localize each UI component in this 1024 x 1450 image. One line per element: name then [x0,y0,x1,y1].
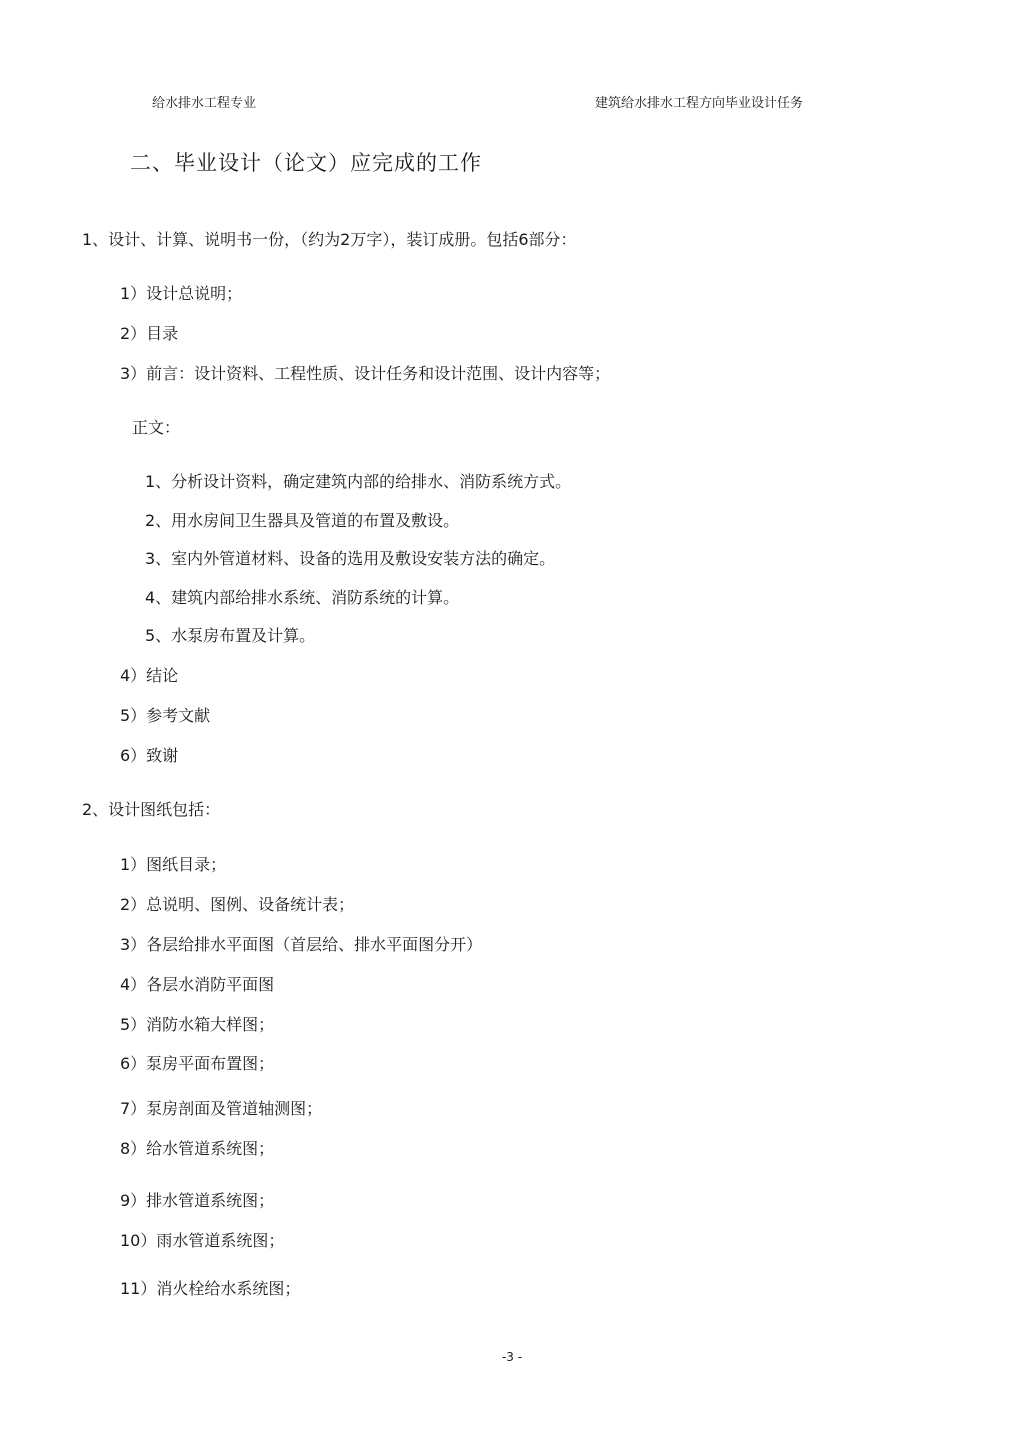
section2-heading: 2、设计图纸包括： [82,800,221,819]
body-item: 1、分析设计资料，确定建筑内部的给排水、消防系统方式。 [145,472,572,491]
list-item: 6）致谢 [120,746,179,765]
body-item: 2、用水房间卫生器具及管道的布置及敷设。 [145,511,460,530]
section1-heading: 1、设计、计算、说明书一份，（约为2万字），装订成册。包括6部分： [82,230,577,249]
body-label: 正文： [132,418,181,437]
list-item: 2）总说明、图例、设备统计表； [120,895,355,914]
list-item: 1）设计总说明； [120,284,243,303]
body-item: 3、室内外管道材料、设备的选用及敷设安装方法的确定。 [145,549,556,568]
list-item: 6）泵房平面布置图； [120,1054,275,1073]
list-item: 5）参考文献 [120,706,211,725]
page-number: -3 - [501,1350,523,1364]
list-item: 2）目录 [120,324,179,343]
list-item: 3）前言：设计资料、工程性质、设计任务和设计范围、设计内容等； [120,364,611,383]
body-item: 5、水泵房布置及计算。 [145,626,316,645]
header-left: 给水排水工程专业 [152,96,257,111]
list-item: 4）结论 [120,666,179,685]
list-item: 11）消火栓给水系统图； [120,1279,301,1298]
list-item: 3）各层给排水平面图（首层给、排水平面图分开） [120,935,483,954]
body-item: 4、建筑内部给排水系统、消防系统的计算。 [145,588,460,607]
list-item: 4）各层水消防平面图 [120,975,275,994]
list-item: 7）泵房剖面及管道轴测图； [120,1099,323,1118]
list-item: 5）消防水箱大样图； [120,1015,275,1034]
header-right: 建筑给水排水工程方向毕业设计任务 [595,96,804,111]
section-title: 二、毕业设计（论文）应完成的工作 [130,151,482,175]
list-item: 10）雨水管道系统图； [120,1231,285,1250]
list-item: 8）给水管道系统图； [120,1139,275,1158]
list-item: 9）排水管道系统图； [120,1191,275,1210]
list-item: 1）图纸目录； [120,855,227,874]
